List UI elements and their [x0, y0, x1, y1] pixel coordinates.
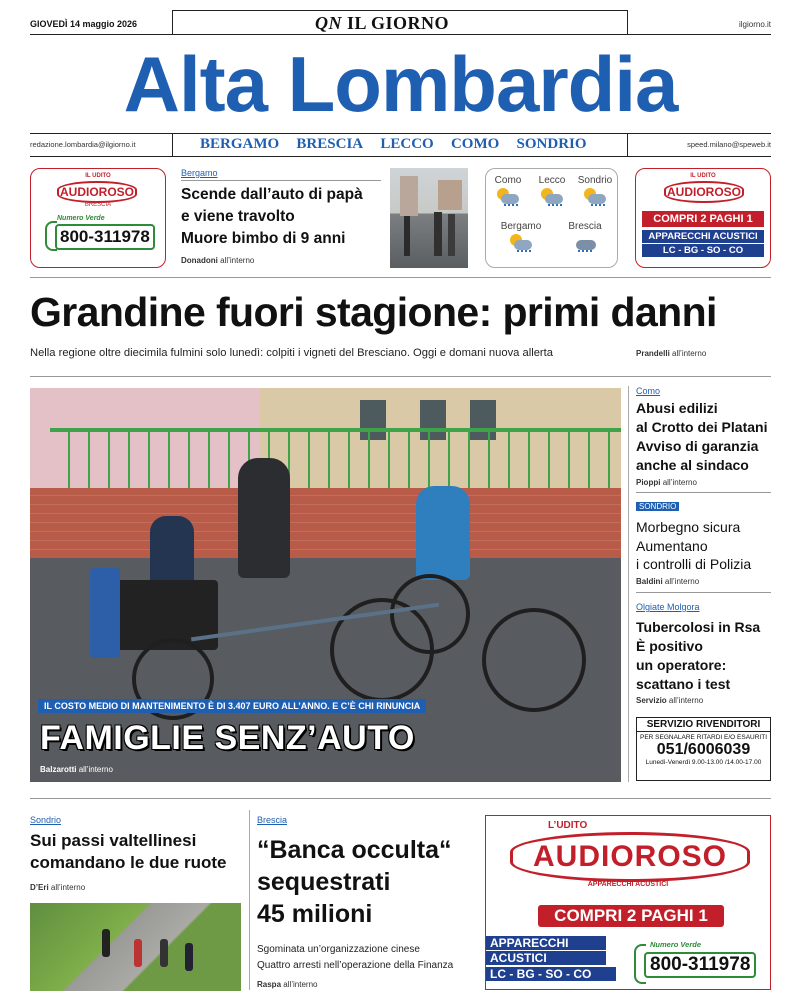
weather-sondrio	[574, 175, 616, 206]
rain-cloud-icon	[582, 188, 608, 206]
author-suffix: all’interno	[664, 577, 700, 586]
sidebar-author-como	[636, 478, 697, 487]
rain-cloud-icon	[495, 188, 521, 206]
ad-audioroso-left[interactable]	[30, 168, 166, 268]
weather-city: Brescia	[568, 221, 602, 232]
ad-brand-small: L’UDITO	[548, 820, 588, 831]
ad-line2: ACUSTICI	[486, 951, 606, 965]
weather-brescia	[560, 221, 610, 252]
ad-promo: COMPRI 2 PAGHI 1	[642, 211, 764, 227]
city-sondrio[interactable]: SONDRIO	[516, 136, 587, 152]
headline-line: comandano le due ruote	[30, 853, 227, 872]
headline-line: Aumentano	[636, 537, 708, 554]
sidebar-kicker-sondrio[interactable]: SONDRIO	[636, 502, 679, 511]
main-deck: Nella regione oltre diecimila fulmini solo lunedì: colpiti i vigneti del Bresciano. Oggi e domani nuova allerta	[30, 347, 553, 359]
headline-line: Avviso di garanzia	[636, 438, 759, 454]
headline-line: i controlli di Polizia	[636, 556, 752, 572]
page-title: Alta Lombardia	[123, 40, 678, 128]
headline-line: sequestrati	[257, 868, 391, 896]
audioroso-logo	[57, 181, 137, 203]
service-sub: PER SEGNALARE RITARDI E/O ESAURITI	[639, 734, 768, 741]
top-story-line-1: Scende dall’auto di papà	[181, 186, 363, 203]
service-title: SERVIZIO RIVENDITORI	[637, 718, 770, 732]
bottom-middle-author	[257, 980, 318, 989]
top-story-kicker[interactable]: Bergamo	[181, 168, 218, 178]
audioroso-logo	[510, 832, 750, 882]
brand-qn: QN	[315, 13, 342, 33]
author-suffix: all’interno	[668, 696, 704, 705]
ad-audioroso-right[interactable]	[635, 168, 771, 268]
author-name: Servizio	[636, 696, 667, 705]
bottom-middle-deck	[257, 942, 453, 974]
weather-lecco	[532, 175, 572, 206]
headline-line: “Banca occulta“	[257, 836, 452, 864]
headline-line: anche al sindaco	[636, 457, 749, 473]
families-photo[interactable]	[30, 388, 621, 782]
headline-line: scattano i test	[636, 676, 731, 692]
headline-line: 45 milioni	[257, 900, 373, 928]
service-hours: Lunedì-Venerdì 9.00-13.00 /14.00-17.00	[645, 759, 762, 766]
weather-bergamo	[496, 221, 546, 252]
weather-city: Como	[494, 175, 522, 186]
ad-phone: 800-311978	[644, 952, 756, 978]
ad-phone: 800-311978	[55, 224, 155, 250]
audioroso-logo	[664, 181, 744, 203]
photo-author	[40, 765, 113, 774]
photo-headline: FAMIGLIE SENZ’AUTO	[40, 719, 415, 757]
ad-sub: BRESCIA	[84, 202, 112, 208]
main-headline[interactable]: Grandine fuori stagione: primi danni	[30, 289, 717, 335]
city-lecco[interactable]: LECCO	[380, 136, 434, 152]
masthead-date: GIOVEDÌ 14 maggio 2026	[30, 19, 138, 29]
top-story-photo[interactable]	[390, 168, 468, 268]
headline-line: Morbegno sicura	[636, 519, 741, 535]
ad-promo: COMPRI 2 PAGHI 1	[538, 905, 724, 927]
author-suffix: all’interno	[220, 256, 255, 265]
author-suffix: all’interno	[662, 478, 697, 487]
author-suffix: all’interno	[78, 765, 113, 774]
author-name: Donadoni	[181, 256, 218, 265]
rain-cloud-icon	[508, 234, 534, 252]
author-suffix: all’interno	[672, 349, 707, 358]
headline-line: al Crotto dei Platani	[636, 419, 768, 435]
top-story-author	[181, 256, 254, 265]
city-brescia[interactable]: BRESCIA	[296, 136, 364, 152]
ad-sub: APPARECCHI ACUSTICI	[587, 881, 669, 888]
weather-city: Sondrio	[577, 175, 613, 186]
sidebar-headline-sondrio[interactable]	[636, 518, 751, 574]
brand-logo[interactable]	[315, 13, 449, 34]
author-name: Pioppi	[636, 478, 661, 487]
city-nav	[200, 136, 587, 153]
email-right[interactable]: speed.milano@speweb.it	[687, 140, 771, 149]
headline-line: un operatore:	[636, 657, 727, 673]
headline-line: È positivo	[636, 638, 703, 654]
ad-brand-small: IL UDITO	[85, 173, 111, 179]
bottom-left-headline[interactable]	[30, 830, 226, 874]
weather-como	[490, 175, 526, 206]
deck-line: Sgominata un’organizzazione cinese	[257, 944, 420, 955]
weather-city: Bergamo	[500, 221, 542, 232]
top-story-line-2: e viene travolto	[181, 208, 295, 225]
ad-numero-label: Numero Verde	[650, 940, 701, 949]
bottom-left-kicker[interactable]: Sondrio	[30, 815, 62, 825]
bottom-middle-kicker[interactable]: Brescia	[257, 815, 288, 825]
ad-line3: LC - BG - SO - CO	[486, 967, 616, 981]
service-box[interactable]	[636, 717, 771, 781]
sidebar-headline-olgiate[interactable]	[636, 618, 760, 694]
brand-name: IL GIORNO	[347, 13, 450, 33]
main-author	[636, 349, 706, 358]
ad-brand: AUDIOROSO	[532, 840, 727, 873]
author-name: Prandelli	[636, 349, 670, 358]
deck-line: Quattro arresti nell’operazione della Finanza	[257, 960, 454, 971]
weather-city: Lecco	[538, 175, 566, 186]
ad-line2: LC - BG - SO - CO	[642, 244, 764, 257]
ad-audioroso-bottom[interactable]	[485, 815, 771, 990]
weather-box	[485, 168, 618, 268]
sidebar-headline-como[interactable]	[636, 399, 767, 475]
headline-line: Abusi edilizi	[636, 400, 718, 416]
headline-line: Tubercolosi in Rsa	[636, 619, 761, 635]
ad-line1: APPARECCHI	[486, 936, 606, 950]
city-bergamo[interactable]: BERGAMO	[200, 136, 280, 152]
ad-line1: APPARECCHI ACUSTICI	[642, 230, 764, 243]
service-phone[interactable]: 051/6006039	[656, 741, 751, 758]
author-suffix: all’interno	[50, 883, 86, 892]
headline-line: Sui passi valtellinesi	[30, 831, 197, 850]
sidebar-kicker-como[interactable]: Como	[636, 386, 661, 396]
bottom-middle-headline[interactable]	[257, 834, 452, 930]
sidebar-author-sondrio	[636, 577, 699, 586]
sidebar-author-olgiate	[636, 696, 703, 705]
rain-cloud-icon	[572, 234, 598, 252]
city-como[interactable]: COMO	[450, 136, 500, 152]
author-name: D’Eri	[30, 883, 49, 892]
author-name: Raspa	[257, 980, 282, 989]
bottom-left-author	[30, 883, 85, 892]
email-left[interactable]: redazione.lombardia@ilgiorno.it	[30, 140, 136, 149]
cyclists-photo[interactable]	[30, 903, 241, 991]
author-suffix: all’interno	[283, 980, 318, 989]
top-story-headline[interactable]	[181, 184, 363, 250]
sidebar-kicker-olgiate[interactable]: Olgiate Molgora	[636, 602, 700, 612]
photo-strap: IL COSTO MEDIO DI MANTENIMENTO È DI 3.407 EURO ALL’ANNO. E C’È CHI RINUNCIA	[38, 699, 426, 713]
ad-brand: AUDIOROSO	[59, 185, 134, 199]
ad-numero-label: Numero Verde	[57, 215, 105, 222]
author-name: Balzarotti	[40, 765, 77, 774]
ad-brand-small: IL UDITO	[690, 173, 716, 179]
ad-brand: AUDIOROSO	[666, 185, 741, 199]
rain-cloud-icon	[539, 188, 565, 206]
masthead-site[interactable]: ilgiorno.it	[738, 20, 771, 29]
author-name: Baldini	[636, 577, 663, 586]
top-story-line-3: Muore bimbo di 9 anni	[181, 230, 346, 247]
